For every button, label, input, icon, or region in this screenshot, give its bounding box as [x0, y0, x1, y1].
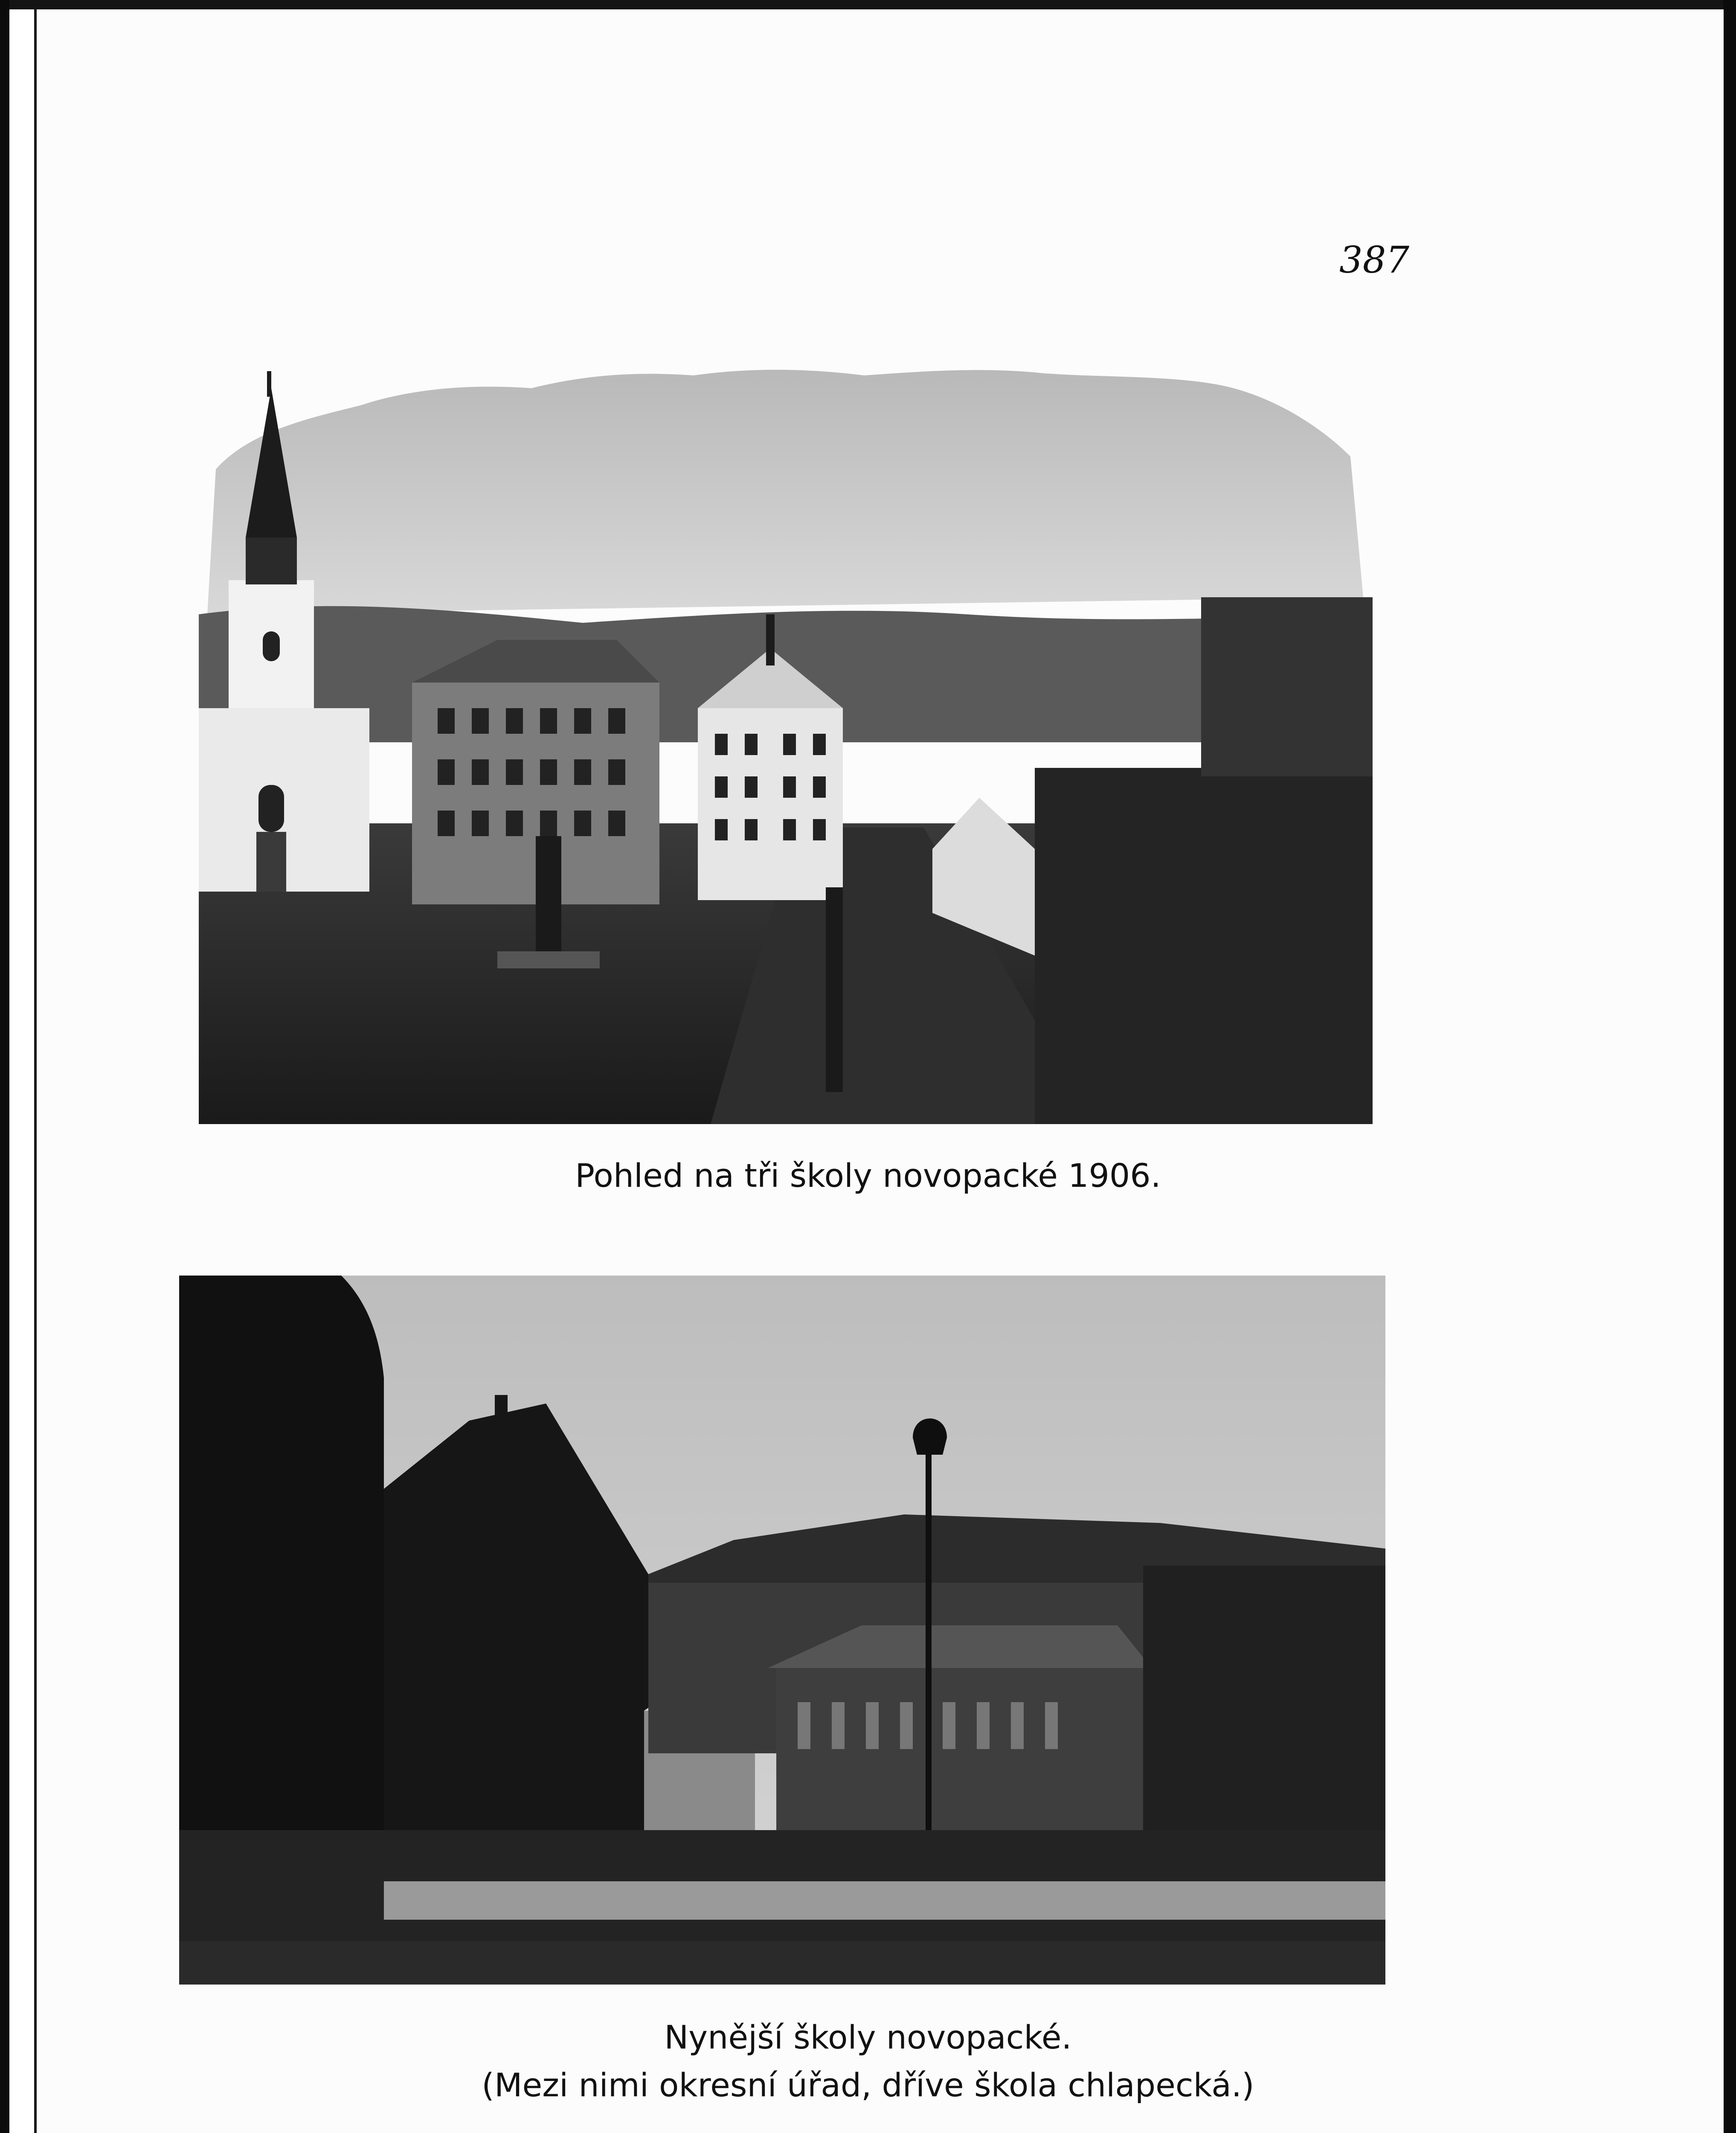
photo-town-square-1906 — [199, 358, 1373, 1124]
figure-caption-2 — [0, 2014, 1736, 2109]
scan-edge-right — [1723, 0, 1736, 2133]
photo-current-schools — [179, 1276, 1385, 1985]
page-number: 387 — [1339, 239, 1410, 282]
scan-edge-left — [0, 0, 9, 2133]
figure-caption-2-line-1: Nynější školy novopacké. — [664, 2018, 1072, 2056]
figure-caption-2-line-2: (Mezi nimi okresní úřad, dříve škola chlapecká.) — [482, 2066, 1254, 2104]
figure-caption-1: Pohled na tři školy novopacké 1906. — [575, 1157, 1161, 1194]
scan-edge-top — [0, 0, 1736, 9]
